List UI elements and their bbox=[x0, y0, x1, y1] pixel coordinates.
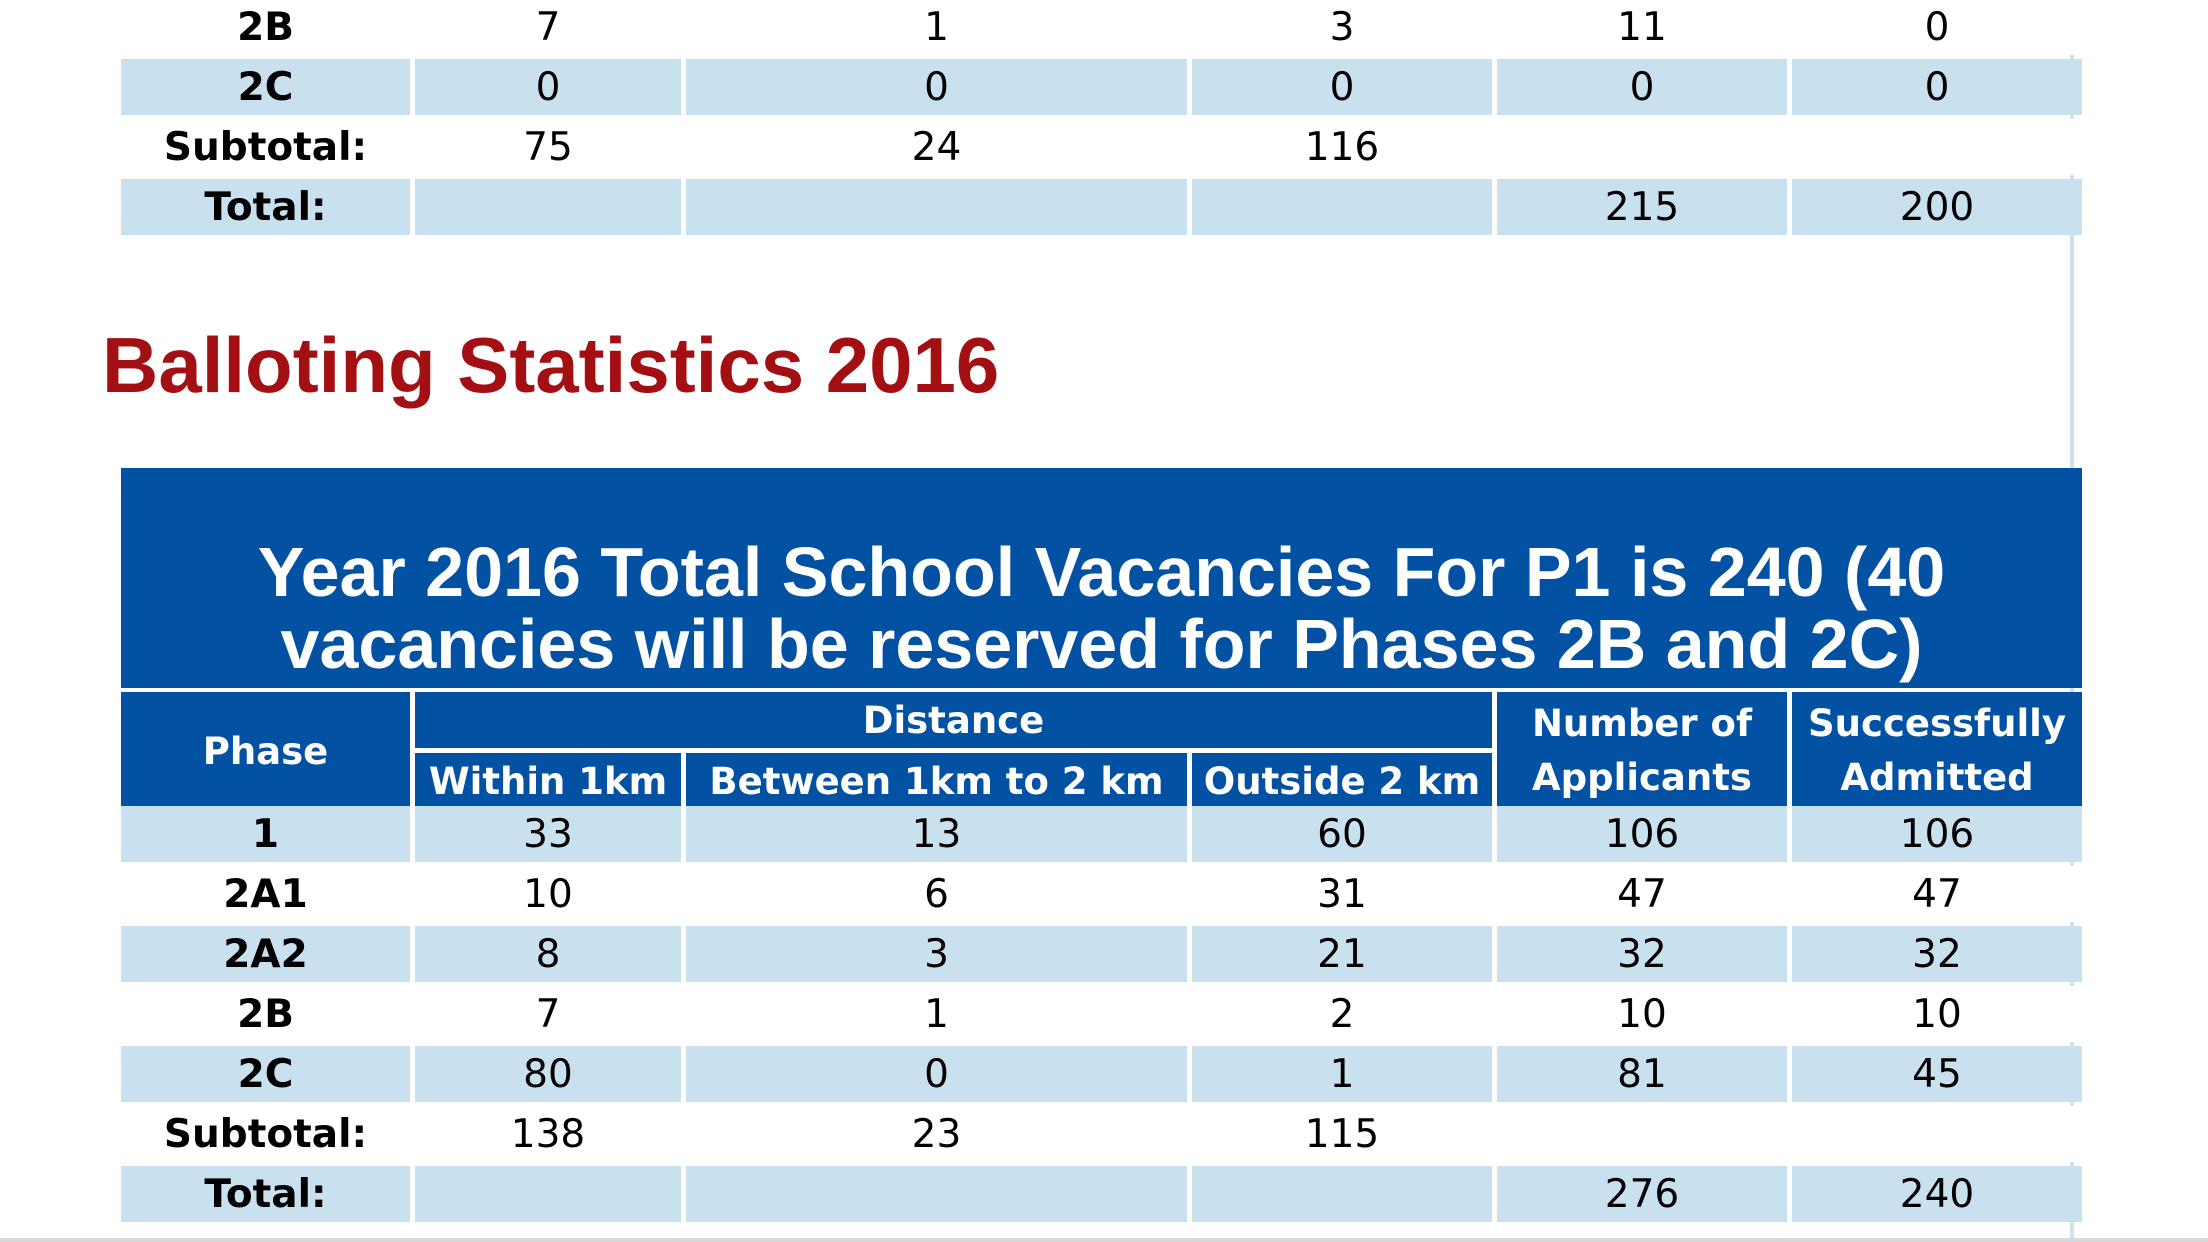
page-bottom-border bbox=[0, 1238, 2208, 1242]
table-row-phase: 1 bbox=[121, 806, 410, 862]
table-cell-outside: 2 bbox=[1192, 986, 1492, 1042]
table-row-phase: 2B bbox=[121, 0, 410, 55]
table-cell-within: 8 bbox=[415, 926, 681, 982]
table-cell-admitted: 106 bbox=[1792, 806, 2082, 862]
header-outside-2km: Outside 2 km bbox=[1192, 753, 1492, 810]
table-cell-admitted: 47 bbox=[1792, 866, 2082, 922]
table-row-phase: 2C bbox=[121, 1046, 410, 1102]
table-cell-outside: 3 bbox=[1192, 0, 1492, 55]
header-distance: Distance bbox=[415, 692, 1492, 748]
table-cell-applicants bbox=[1497, 1106, 1787, 1162]
table-row-phase: 2A1 bbox=[121, 866, 410, 922]
table-cell-between: 3 bbox=[686, 926, 1187, 982]
header-within-1km: Within 1km bbox=[415, 753, 681, 810]
header-number-of-applicants: Number of Applicants bbox=[1497, 692, 1787, 810]
balloting-2016-body bbox=[121, 806, 2082, 1222]
balloting-2016-table bbox=[121, 468, 2082, 810]
table-cell-between: 13 bbox=[686, 806, 1187, 862]
table-cell-outside: 0 bbox=[1192, 59, 1492, 115]
table-cell-outside: 115 bbox=[1192, 1106, 1492, 1162]
table-cell-outside: 21 bbox=[1192, 926, 1492, 982]
table-cell-applicants: 0 bbox=[1497, 59, 1787, 115]
table-cell-admitted: 10 bbox=[1792, 986, 2082, 1042]
table-cell-outside: 31 bbox=[1192, 866, 1492, 922]
table-row-phase: Total: bbox=[121, 1166, 410, 1222]
table-cell-within bbox=[415, 179, 681, 235]
table-cell-between: 1 bbox=[686, 986, 1187, 1042]
table-cell-admitted: 0 bbox=[1792, 59, 2082, 115]
table-cell-between bbox=[686, 179, 1187, 235]
table-cell-within: 138 bbox=[415, 1106, 681, 1162]
table-cell-applicants: 215 bbox=[1497, 179, 1787, 235]
section-title: Balloting Statistics 2016 bbox=[102, 321, 1000, 409]
table-cell-applicants: 81 bbox=[1497, 1046, 1787, 1102]
table-cell-between: 23 bbox=[686, 1106, 1187, 1162]
table-cell-applicants: 47 bbox=[1497, 866, 1787, 922]
table-cell-within: 33 bbox=[415, 806, 681, 862]
table-cell-admitted bbox=[1792, 1106, 2082, 1162]
header-between-1km-2km: Between 1km to 2 km bbox=[686, 753, 1187, 810]
table-row-phase: 2B bbox=[121, 986, 410, 1042]
table-cell-within: 0 bbox=[415, 59, 681, 115]
header-successfully-admitted: Successfully Admitted bbox=[1792, 692, 2082, 810]
table-cell-applicants: 10 bbox=[1497, 986, 1787, 1042]
table-cell-within: 7 bbox=[415, 0, 681, 55]
table-cell-admitted bbox=[1792, 119, 2082, 175]
table-row-phase: Subtotal: bbox=[121, 1106, 410, 1162]
table-cell-admitted: 45 bbox=[1792, 1046, 2082, 1102]
table-row-phase: 2C bbox=[121, 59, 410, 115]
previous-year-table bbox=[121, 0, 2082, 235]
table-cell-between: 0 bbox=[686, 1046, 1187, 1102]
table-row-phase: Subtotal: bbox=[121, 119, 410, 175]
table-cell-between: 0 bbox=[686, 59, 1187, 115]
table-cell-outside bbox=[1192, 179, 1492, 235]
table-cell-admitted: 32 bbox=[1792, 926, 2082, 982]
table-cell-between bbox=[686, 1166, 1187, 1222]
table-cell-applicants: 32 bbox=[1497, 926, 1787, 982]
table-cell-applicants bbox=[1497, 119, 1787, 175]
table-cell-between: 1 bbox=[686, 0, 1187, 55]
table-cell-between: 6 bbox=[686, 866, 1187, 922]
table-cell-outside: 60 bbox=[1192, 806, 1492, 862]
table-cell-applicants: 11 bbox=[1497, 0, 1787, 55]
vacancies-banner: Year 2016 Total School Vacancies For P1 is 240 (40 vacancies will be reserved for Phases 2B and 2C) bbox=[121, 468, 2082, 688]
table-cell-applicants: 106 bbox=[1497, 806, 1787, 862]
table-cell-admitted: 200 bbox=[1792, 179, 2082, 235]
table-cell-applicants: 276 bbox=[1497, 1166, 1787, 1222]
table-cell-outside: 1 bbox=[1192, 1046, 1492, 1102]
table-cell-within: 7 bbox=[415, 986, 681, 1042]
table-cell-outside bbox=[1192, 1166, 1492, 1222]
table-cell-within bbox=[415, 1166, 681, 1222]
table-cell-within: 80 bbox=[415, 1046, 681, 1102]
header-phase: Phase bbox=[121, 692, 410, 810]
table-cell-within: 75 bbox=[415, 119, 681, 175]
table-cell-between: 24 bbox=[686, 119, 1187, 175]
table-row-phase: 2A2 bbox=[121, 926, 410, 982]
table-cell-admitted: 240 bbox=[1792, 1166, 2082, 1222]
table-header bbox=[121, 692, 2082, 810]
table-cell-within: 10 bbox=[415, 866, 681, 922]
table-cell-outside: 116 bbox=[1192, 119, 1492, 175]
table-cell-admitted: 0 bbox=[1792, 0, 2082, 55]
table-row-phase: Total: bbox=[121, 179, 410, 235]
